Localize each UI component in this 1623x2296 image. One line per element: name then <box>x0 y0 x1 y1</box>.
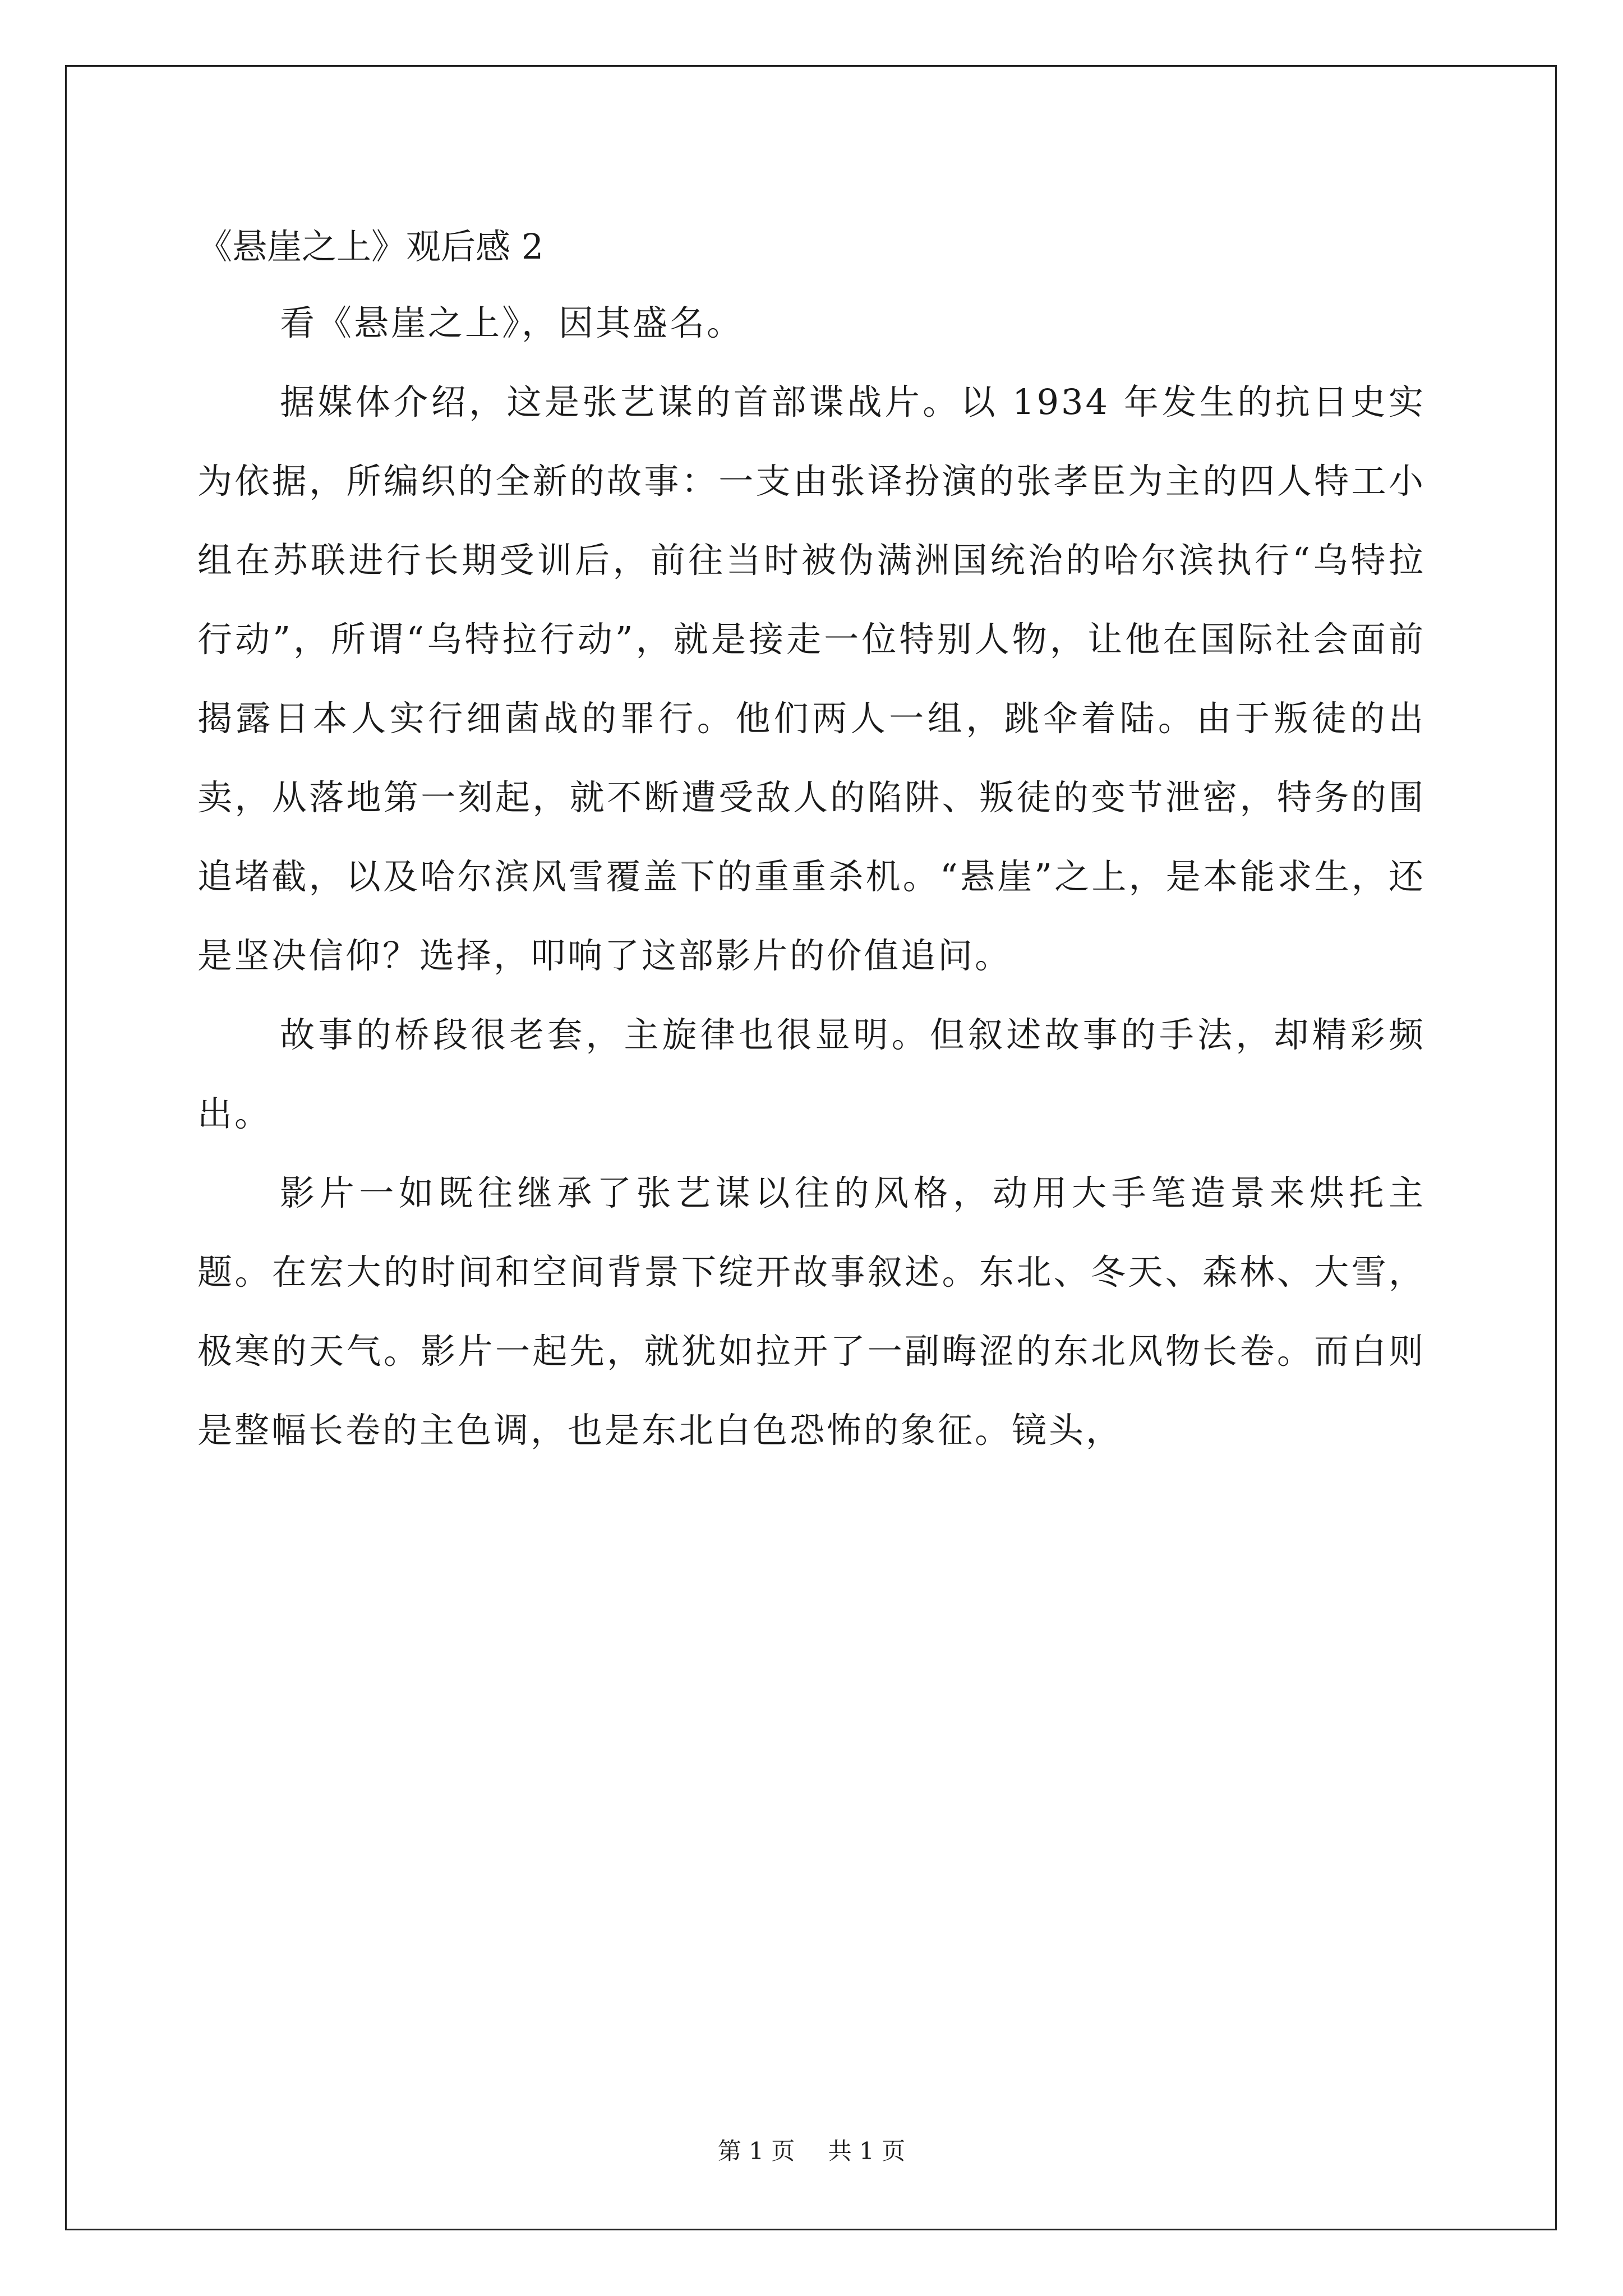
paragraph-plot-summary: 据媒体介绍，这是张艺谋的首部谍战片。以 1934 年发生的抗日史实为依据，所编织的全新的故事：一支由张译扮演的张孝臣为主的四人特工小组在苏联进行长期受训后，前往当时被伪满洲国统治的哈尔滨执行“乌特拉行动”，所谓“乌特拉行动”，就是接走一位特别人物，让他在国际社会面前揭露日本人实行细菌战的罪行。他们两人一组，跳伞着陆。由于叛徒的出卖，从落地第一刻起，就不断遭受敌人的陷阱、叛徒的变节泄密，特务的围追堵截，以及哈尔滨风雪覆盖下的重重杀机。“悬崖”之上，是本能求生，还是坚决信仰？选择，叩响了这部影片的价值追问。 <box>197 381 1426 976</box>
page-number: 第 1 页 <box>717 2137 795 2165</box>
paragraph-intro: 看《悬崖之上》，因其盛名。 <box>280 302 744 343</box>
paragraph-narrative-technique: 故事的桥段很老套，主旋律也很显明。但叙述故事的手法，却精彩频出。 <box>197 1014 1426 1134</box>
document-title: 《悬崖之上》观后感 2 <box>197 226 544 267</box>
paragraph-visual-style: 影片一如既往继承了张艺谋以往的风格，动用大手笔造景来烘托主题。在宏大的时间和空间背景下绽开故事叙述。东北、冬天、森林、大雪，极寒的天气。影片一起先，就犹如拉开了一副晦涩的东北风物长卷。而白则是整幅长卷的主色调，也是东北白色恐怖的象征。镜头， <box>197 1172 1426 1451</box>
page-footer <box>0 2134 1623 2168</box>
document-body <box>197 283 1426 1470</box>
page-total: 共 1 页 <box>828 2137 906 2165</box>
